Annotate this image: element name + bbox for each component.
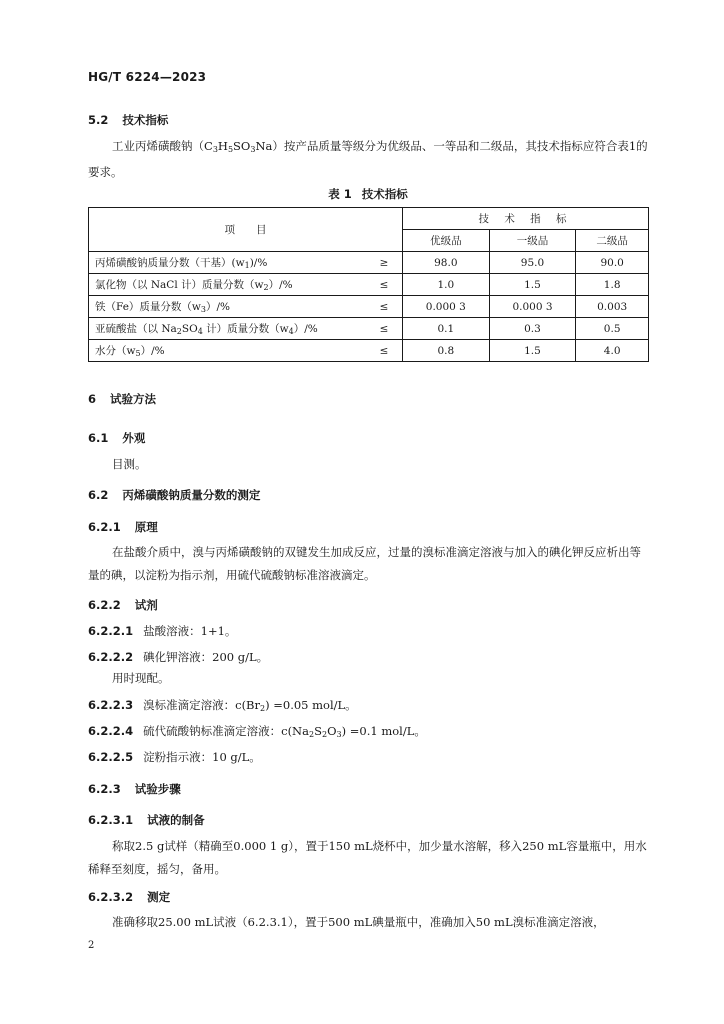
item-text: 淀粉指示液：10 g/L。 (143, 750, 261, 764)
page-number: 2 (88, 940, 95, 951)
row-value: 4.0 (576, 340, 649, 362)
section-6-2-1-body: 在盐酸介质中，溴与丙烯磺酸钠的双键发生加成反应，过量的溴标准滴定溶液与加入的碘化钾反应析出等量的碘，以淀粉为指示剂，用硫代硫酸钠标准溶液滴定。 (88, 545, 641, 582)
section-number: 6.2.1 (88, 520, 121, 534)
row-symbol: ≥ (366, 252, 403, 274)
header-item: 项 目 (89, 208, 403, 252)
row-symbol: ≤ (366, 318, 403, 340)
row-value: 0.5 (576, 318, 649, 340)
row-value: 1.0 (403, 274, 490, 296)
section-number: 6.2.3 (88, 782, 121, 796)
row-value: 0.1 (403, 318, 490, 340)
table-row (89, 252, 649, 274)
section-number: 6.2.3.2 (88, 890, 134, 904)
text-run: 工业丙烯磺酸钠（C (112, 139, 213, 153)
section-6-1-heading (88, 430, 145, 446)
text-run: SO (233, 139, 251, 153)
section-title: 原理 (134, 520, 158, 534)
item-6-2-2-2 (88, 646, 648, 669)
section-6-2-heading (88, 487, 260, 503)
subscript: 3 (212, 145, 218, 154)
row-symbol: ≤ (366, 296, 403, 318)
row-value: 0.8 (403, 340, 490, 362)
section-title: 试验方法 (110, 392, 157, 406)
technical-spec-table (88, 207, 649, 362)
item-number: 6.2.2.5 (88, 750, 134, 764)
item-text: 盐酸溶液：1+1。 (143, 624, 237, 638)
table-caption-label: 表 1 (328, 187, 352, 201)
row-item-name: 水分$(w_5)/\%$ (89, 340, 367, 362)
row-value: 1.8 (576, 274, 649, 296)
item-number: 6.2.2.3 (88, 698, 134, 712)
item-6-2-2-5 (88, 746, 648, 769)
table-caption-title: 技术指标 (361, 187, 408, 201)
section-number: 5.2 (88, 113, 109, 127)
table-header-row (89, 208, 649, 230)
row-value: 0.000 3 (489, 296, 576, 318)
item-number: 6.2.2.4 (88, 724, 134, 738)
table-row (89, 340, 649, 362)
section-number: 6.2.2 (88, 598, 121, 612)
section-6-2-3-heading (88, 781, 181, 797)
row-item-name: 铁（Fe）质量分数$(w_3)/\%$ (89, 296, 367, 318)
section-number: 6 (88, 392, 97, 406)
subscript: 3 (250, 145, 256, 154)
item-6-2-2-3: 6.2.2.3 溴标准滴定溶液：$c(Br_2) =0.05$ mol/L。 (88, 698, 357, 713)
row-value: 1.5 (489, 274, 576, 296)
section-5-2-paragraph (88, 135, 648, 184)
text-run: H (217, 139, 228, 153)
item-number: 6.2.2.1 (88, 624, 134, 638)
section-title: 技术指标 (122, 113, 169, 127)
item-text: 碘化钾溶液：200 g/L。 (143, 650, 269, 664)
row-value: 98.0 (403, 252, 490, 274)
section-6-1-body: 目测。 (112, 457, 147, 471)
table-row (89, 296, 649, 318)
section-6-2-3-1-heading (88, 812, 205, 828)
section-title: 试剂 (134, 598, 158, 612)
row-item-name: 氯化物（以 NaCl 计）质量分数$(w_2)/\%$ (89, 274, 367, 296)
grade-first: 一级品 (489, 230, 576, 252)
section-title: 丙烯磺酸钠质量分数的测定 (122, 488, 261, 502)
section-6-2-3-2-heading (88, 889, 170, 905)
item-6-2-2-2-note: 用时现配。 (112, 671, 170, 685)
table-caption (88, 186, 648, 202)
section-number: 6.2.3.1 (88, 813, 134, 827)
row-value: 0.000 3 (403, 296, 490, 318)
section-6-2-2-heading (88, 597, 158, 613)
row-item-name: 丙烯磺酸钠质量分数（干基）$(w_1)/\%$ (89, 252, 367, 274)
section-number: 6.1 (88, 431, 109, 445)
section-title: 试验步骤 (134, 782, 181, 796)
section-title: 试液的制备 (147, 813, 205, 827)
subscript: 5 (227, 145, 234, 154)
item-6-2-2-4: 6.2.2.4 硫代硫酸钠标准滴定溶液：$c(Na_2S_2O_3) =0.1$ mol/L。 (88, 724, 426, 739)
standard-code-header: HG/T 6224—2023 (88, 70, 207, 84)
item-number: 6.2.2.2 (88, 650, 134, 664)
table-row (89, 318, 649, 340)
header-spec: 技 术 指 标 (403, 208, 649, 230)
row-value: 0.003 (576, 296, 649, 318)
row-symbol: ≤ (366, 274, 403, 296)
section-6-2-3-2-body: 准确移取25.00 mL试液（6.2.3.1），置于500 mL碘量瓶中，准确加入50 mL溴标准滴定溶液， (112, 915, 605, 929)
grade-premium: 优级品 (403, 230, 490, 252)
row-value: 1.5 (489, 340, 576, 362)
row-value: 95.0 (489, 252, 576, 274)
row-value: 90.0 (576, 252, 649, 274)
text-run: Na）按产品质量等级分为优级品、一等品和二级品，其技术指标应符合表1的要求。 (88, 139, 648, 179)
section-title: 测定 (147, 890, 171, 904)
section-6-2-1-heading (88, 519, 158, 535)
section-number: 6.2 (88, 488, 109, 502)
row-value: 0.3 (489, 318, 576, 340)
section-6-heading (88, 391, 156, 407)
section-6-2-3-1-body: 称取2.5 g试样（精确至0.000 1 g），置于150 mL烧杯中，加少量水溶解，移入250 mL容量瓶中，用水稀释至刻度，摇匀，备用。 (88, 839, 647, 876)
table-row (89, 274, 649, 296)
row-symbol: ≤ (366, 340, 403, 362)
grade-second: 二级品 (576, 230, 649, 252)
item-6-2-2-1 (88, 620, 648, 643)
section-title: 外观 (122, 431, 146, 445)
row-item-name: 亚硫酸盐（以 $Na_2SO_4$ 计）质量分数$(w_4)/\%$ (89, 318, 367, 340)
section-5-2-heading (88, 112, 168, 128)
